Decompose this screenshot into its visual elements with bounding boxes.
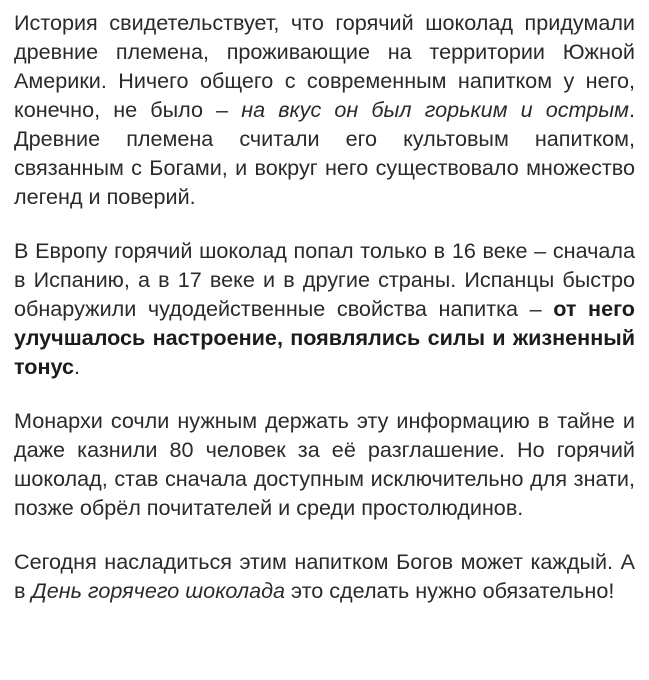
paragraph-today [14,547,635,605]
paragraph-europe [14,236,635,381]
paragraph-today-text-start: Сегодня насладиться этим напитком Богов может каждый. А в [14,549,635,603]
paragraph-monarchs [14,406,635,522]
paragraph-origin-text-end: . Древние племена считали его культовым напитком, связанным с Богами, и вокруг него существовало множество легенд и поверий. [14,97,635,209]
paragraph-origin [14,8,635,211]
paragraph-origin-italic: на вкус он был горьким и острым [241,97,629,122]
paragraph-europe-text-end: . [74,354,81,379]
paragraph-origin-text-start: История свидетельствует, что горячий шоколад придумали древние племена, проживающие на территории Южной Америки. Ничего общего с современным напитком у него, конечно, не было – [14,10,635,122]
paragraph-today-text-end: это сделать нужно обязательно! [285,578,615,603]
paragraph-europe-text-start: В Европу горячий шоколад попал только в 16 веке – сначала в Испанию, а в 17 веке и в другие страны. Испанцы быстро обнаружили чудодейственные свойства напитка – [14,238,635,321]
paragraph-today-italic: День горячего шоколада [31,578,286,603]
paragraph-monarchs-text: Монархи сочли нужным держать эту информацию в тайне и даже казнили 80 человек за её разглашение. Но горячий шоколад, став сначала доступным исключительно для знати, позже обрёл почитателей и среди простолюдинов. [14,408,635,520]
paragraph-europe-bold: от него улучшалось настроение, появлялись силы и жизненный тонус [14,296,635,379]
